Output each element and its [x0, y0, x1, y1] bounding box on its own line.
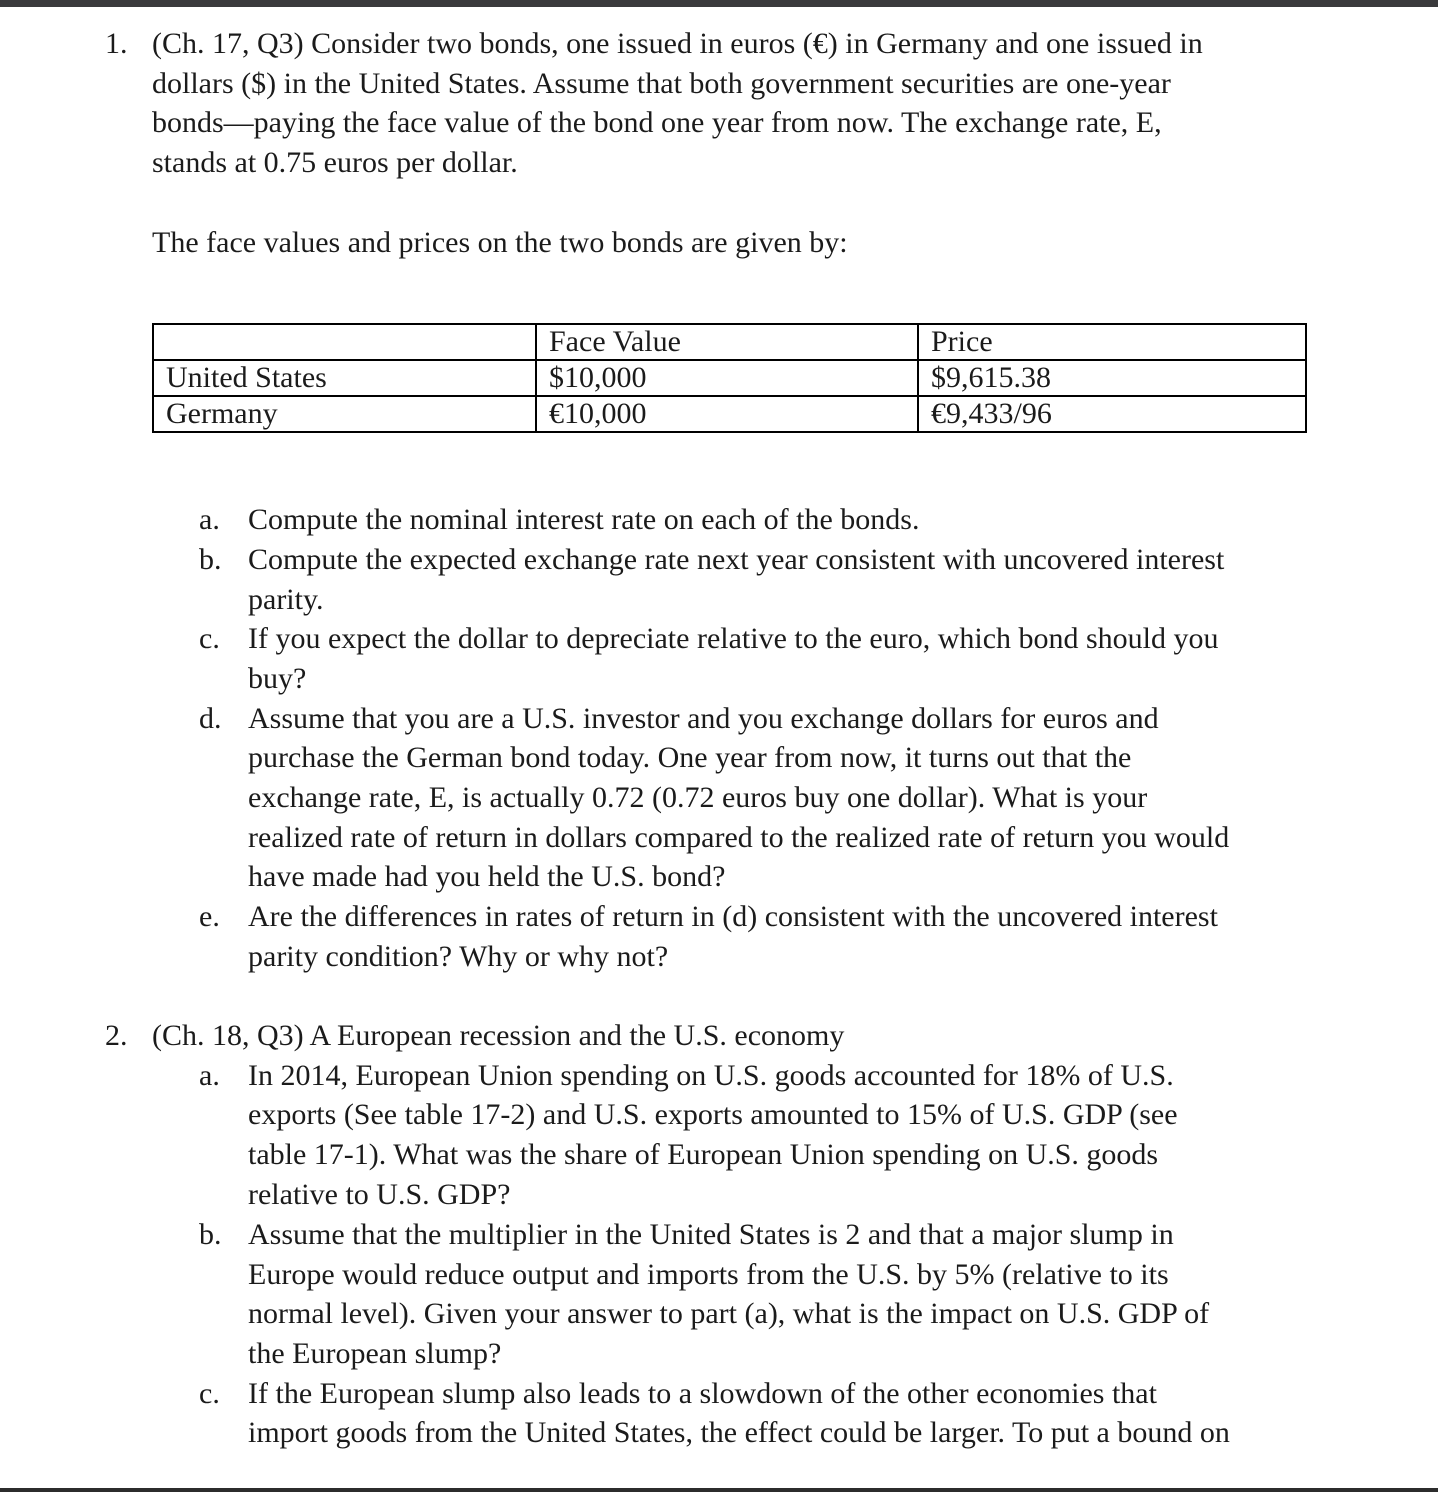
part-text-line: exports (See table 17-2) and U.S. exports amounted to 15% of U.S. GDP (see: [248, 1098, 1178, 1131]
table-row: [153, 396, 1306, 432]
part-label: d.: [199, 702, 222, 735]
part-label: c.: [199, 622, 220, 655]
part-text-line: parity.: [248, 583, 324, 616]
part-text-line: relative to U.S. GDP?: [248, 1178, 511, 1211]
part-text-line: parity condition? Why or why not?: [248, 940, 669, 973]
part-text-line: purchase the German bond today. One year from now, it turns out that the: [248, 741, 1132, 774]
question-text-line: dollars ($) in the United States. Assume that both government securities are one-year: [152, 67, 1171, 100]
part-text-line: Assume that the multiplier in the United States is 2 and that a major slump in: [248, 1218, 1174, 1251]
part-label: a.: [199, 503, 220, 536]
table-header-row: [153, 324, 1306, 360]
part-label: e.: [199, 900, 220, 933]
part-text-line: realized rate of return in dollars compared to the realized rate of return you would: [248, 821, 1230, 854]
table-header-cell: [153, 324, 536, 360]
part-text-line: exchange rate, E, is actually 0.72 (0.72 euros buy one dollar). What is your: [248, 781, 1148, 814]
table-header-cell: Face Value: [536, 324, 918, 360]
part-text-line: Europe would reduce output and imports from the U.S. by 5% (relative to its: [248, 1258, 1169, 1291]
part-text-line: Compute the expected exchange rate next year consistent with uncovered interest: [248, 543, 1225, 576]
table-intro: The face values and prices on the two bonds are given by:: [152, 226, 848, 259]
window-top-edge: [0, 0, 1438, 7]
part-text-line: Are the differences in rates of return in (d) consistent with the uncovered interest: [248, 900, 1218, 933]
question-text-line: stands at 0.75 euros per dollar.: [152, 146, 518, 179]
part-label: a.: [199, 1059, 220, 1092]
part-text-line: In 2014, European Union spending on U.S. goods accounted for 18% of U.S.: [248, 1059, 1174, 1092]
part-text-line: normal level). Given your answer to part (a), what is the impact on U.S. GDP of: [248, 1297, 1210, 1330]
question-text-line: bonds—paying the face value of the bond one year from now. The exchange rate, E,: [152, 106, 1162, 139]
part-text-line: buy?: [248, 662, 307, 695]
part-text-line: If you expect the dollar to depreciate relative to the euro, which bond should you: [248, 622, 1219, 655]
bond-table: [152, 323, 1307, 433]
part-text-line: If the European slump also leads to a slowdown of the other economies that: [248, 1377, 1157, 1410]
part-text-line: have made had you held the U.S. bond?: [248, 860, 726, 893]
part-label: b.: [199, 543, 222, 576]
question-number: 2.: [105, 1019, 128, 1052]
face-value-cell: $10,000: [536, 360, 918, 396]
question-number: 1.: [105, 27, 128, 60]
country-cell: United States: [153, 360, 536, 396]
part-text-line: the European slump?: [248, 1337, 502, 1370]
question-text-line: (Ch. 17, Q3) Consider two bonds, one issued in euros (€) in Germany and one issued in: [152, 27, 1203, 60]
table-row: [153, 360, 1306, 396]
question-title: (Ch. 18, Q3) A European recession and the U.S. economy: [152, 1019, 845, 1052]
price-cell: €9,433/96: [918, 396, 1306, 432]
country-cell: Germany: [153, 396, 536, 432]
part-text-line: import goods from the United States, the effect could be larger. To put a bound on: [248, 1416, 1230, 1449]
part-label: c.: [199, 1377, 220, 1410]
part-label: b.: [199, 1218, 222, 1251]
part-text-line: Compute the nominal interest rate on each of the bonds.: [248, 503, 920, 536]
part-text-line: table 17-1). What was the share of European Union spending on U.S. goods: [248, 1138, 1159, 1171]
table-header-cell: Price: [918, 324, 1306, 360]
part-text-line: Assume that you are a U.S. investor and you exchange dollars for euros and: [248, 702, 1159, 735]
price-cell: $9,615.38: [918, 360, 1306, 396]
face-value-cell: €10,000: [536, 396, 918, 432]
window-bottom-edge: [0, 1488, 1438, 1492]
